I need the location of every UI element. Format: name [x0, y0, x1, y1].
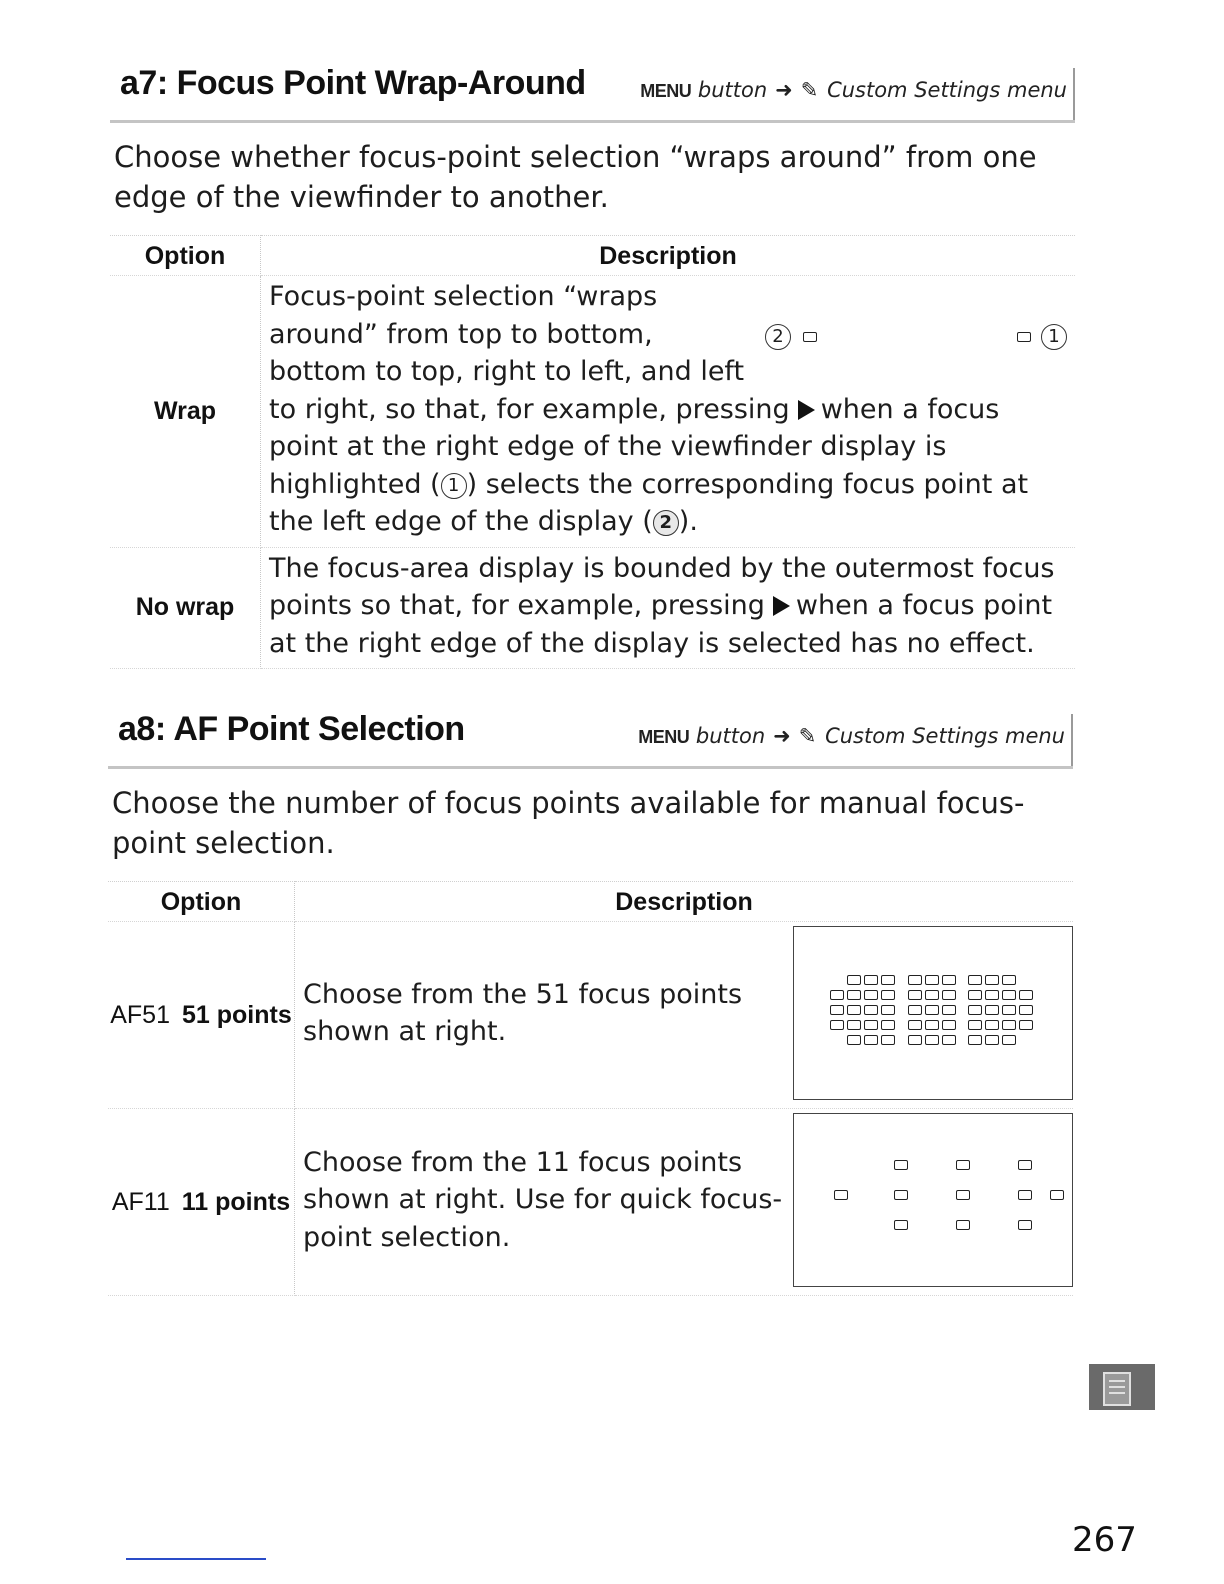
focus-point-icon — [985, 1020, 999, 1030]
focus-point-icon — [1002, 1035, 1016, 1045]
focus-point-icon — [956, 1190, 970, 1200]
focus-point-icon — [834, 1190, 848, 1200]
nowrap-desc-2: when a focus point at the right edge of the display is selected has no effect. — [269, 590, 1053, 659]
menu-tab-inner — [1103, 1372, 1131, 1406]
arrow-icon: ➜ — [773, 724, 791, 748]
focus-point-icon — [908, 1020, 922, 1030]
focus-point-icon — [908, 990, 922, 1000]
wrap-desc-4: ). — [678, 506, 698, 537]
af11-figure — [793, 1113, 1073, 1287]
focus-point-icon — [1002, 1005, 1016, 1015]
focus-point-icon — [830, 1020, 844, 1030]
footer-rule — [126, 1558, 266, 1560]
table-row — [108, 1109, 1073, 1296]
button-text: button — [697, 78, 768, 102]
description-cell — [261, 547, 1076, 669]
focus-point-icon — [1018, 1160, 1032, 1170]
focus-point-icon — [985, 990, 999, 1000]
focus-point-icon — [908, 975, 922, 985]
focus-point-grid-51 — [830, 975, 1040, 1055]
table-row — [110, 547, 1075, 669]
focus-point-icon — [864, 1020, 878, 1030]
focus-point-icon — [830, 990, 844, 1000]
option-label: 51 points — [182, 1000, 292, 1029]
focus-point-icon — [881, 990, 895, 1000]
option-wrap: Wrap — [110, 276, 261, 548]
focus-point-icon — [803, 332, 817, 342]
right-arrow-icon — [773, 596, 790, 616]
focus-point-icon — [830, 1005, 844, 1015]
page-number: 267 — [1072, 1520, 1137, 1560]
focus-point-icon — [956, 1160, 970, 1170]
col-header-option: Option — [110, 236, 261, 276]
focus-point-icon — [908, 1005, 922, 1015]
focus-point-icon — [1019, 1020, 1033, 1030]
col-header-description: Description — [295, 882, 1074, 922]
description-cell — [295, 922, 1074, 1109]
menu-name: Custom Settings menu — [827, 78, 1067, 102]
focus-point-icon — [925, 1005, 939, 1015]
focus-point-icon — [968, 1005, 982, 1015]
section-title: a8: AF Point Selection — [118, 710, 465, 748]
focus-point-icon — [847, 1035, 861, 1045]
menu-path — [640, 78, 1067, 102]
focus-point-icon — [908, 1035, 922, 1045]
focus-point-icon — [864, 1035, 878, 1045]
af51-figure — [793, 926, 1073, 1100]
option-af11 — [108, 1109, 295, 1296]
focus-point-icon — [968, 990, 982, 1000]
focus-point-icon — [864, 975, 878, 985]
menu-name: Custom Settings menu — [825, 724, 1065, 748]
focus-point-icon — [1050, 1190, 1064, 1200]
focus-point-icon — [956, 1220, 970, 1230]
menu-button-label: MENU — [640, 81, 692, 101]
focus-point-icon — [968, 1020, 982, 1030]
section-header — [110, 62, 1075, 123]
section-header — [108, 708, 1073, 769]
focus-point-icon — [881, 1020, 895, 1030]
focus-point-icon — [942, 1005, 956, 1015]
wrap-desc-1: Focus-point selection “wraps around” from top to bottom, bottom to top, right to left, and left to right, so that, for example, pressing — [269, 281, 790, 425]
focus-point-icon — [985, 1005, 999, 1015]
focus-point-icon — [1002, 1020, 1016, 1030]
pencil-icon: ✎ — [798, 724, 817, 748]
options-table — [110, 235, 1075, 669]
af11-desc: Choose from the 11 focus points shown at right. Use for quick focus-point selection. — [303, 1146, 783, 1253]
callout-1-icon: 1 — [1041, 324, 1067, 350]
focus-point-icon — [1017, 332, 1031, 342]
focus-point-icon — [942, 990, 956, 1000]
focus-point-icon — [968, 1035, 982, 1045]
focus-point-icon — [881, 1005, 895, 1015]
col-header-option: Option — [108, 882, 295, 922]
focus-point-icon — [847, 990, 861, 1000]
focus-point-icon — [1019, 990, 1033, 1000]
right-arrow-icon — [798, 400, 815, 420]
section-intro: Choose the number of focus points available for manual focus-point selection. — [112, 786, 1025, 860]
header-edge-rule — [1071, 714, 1073, 766]
focus-point-icon — [1019, 1005, 1033, 1015]
focus-point-icon — [864, 1005, 878, 1015]
option-no-wrap: No wrap — [110, 547, 261, 669]
focus-point-icon — [925, 1020, 939, 1030]
focus-point-icon — [925, 975, 939, 985]
focus-point-icon — [847, 975, 861, 985]
menu-button-label: MENU — [638, 727, 690, 747]
menu-path — [638, 724, 1065, 748]
description-cell — [295, 1109, 1074, 1296]
table-row — [108, 922, 1073, 1109]
options-table — [108, 881, 1073, 1296]
description-cell — [261, 276, 1076, 548]
wrap-desc-3: ) selects the corresponding focus point at the left edge of the display ( — [269, 468, 1029, 537]
option-code: AF11 — [111, 1187, 170, 1216]
focus-point-icon — [881, 975, 895, 985]
focus-point-icon — [847, 1005, 861, 1015]
focus-point-icon — [1002, 975, 1016, 985]
focus-point-icon — [894, 1190, 908, 1200]
focus-point-icon — [894, 1160, 908, 1170]
wrap-desc-2: when a focus point at the right edge of the viewfinder display is highlighted ( — [269, 393, 1000, 500]
callout-1-icon: 1 — [441, 473, 467, 499]
nowrap-desc-1: The focus-area display is bounded by the outermost focus points so that, for example, pressing — [269, 552, 1055, 621]
option-code: AF51 — [110, 1000, 170, 1029]
focus-point-icon — [1002, 990, 1016, 1000]
option-label: 11 points — [181, 1187, 291, 1216]
focus-point-icon — [1018, 1220, 1032, 1230]
section-intro: Choose whether focus-point selection “wraps around” from one edge of the viewfinder to another. — [114, 140, 1037, 214]
option-af51 — [108, 922, 295, 1109]
focus-point-icon — [894, 1220, 908, 1230]
col-header-description: Description — [261, 236, 1076, 276]
focus-point-icon — [985, 975, 999, 985]
focus-point-icon — [847, 1020, 861, 1030]
callout-2-icon: 2 — [765, 324, 791, 350]
focus-point-icon — [925, 990, 939, 1000]
af51-desc: Choose from the 51 focus points shown at right. — [303, 978, 743, 1047]
focus-point-icon — [925, 1035, 939, 1045]
focus-point-grid-11 — [824, 1160, 1044, 1240]
focus-point-icon — [942, 1020, 956, 1030]
pencil-icon: ✎ — [800, 78, 819, 102]
menu-tab-icon — [1089, 1364, 1155, 1410]
wrap-figure — [745, 278, 1075, 388]
focus-point-icon — [942, 1035, 956, 1045]
focus-point-icon — [864, 990, 878, 1000]
section-a8 — [108, 708, 1073, 1296]
table-row — [110, 276, 1075, 548]
section-title: a7: Focus Point Wrap-Around — [120, 64, 586, 102]
section-a7 — [110, 62, 1075, 669]
focus-point-icon — [942, 975, 956, 985]
focus-point-icon — [968, 975, 982, 985]
header-edge-rule — [1073, 68, 1075, 120]
arrow-icon: ➜ — [775, 78, 793, 102]
focus-point-icon — [985, 1035, 999, 1045]
focus-point-icon — [1018, 1190, 1032, 1200]
focus-point-icon — [881, 1035, 895, 1045]
button-text: button — [695, 724, 766, 748]
callout-2-icon: 2 — [653, 510, 679, 536]
